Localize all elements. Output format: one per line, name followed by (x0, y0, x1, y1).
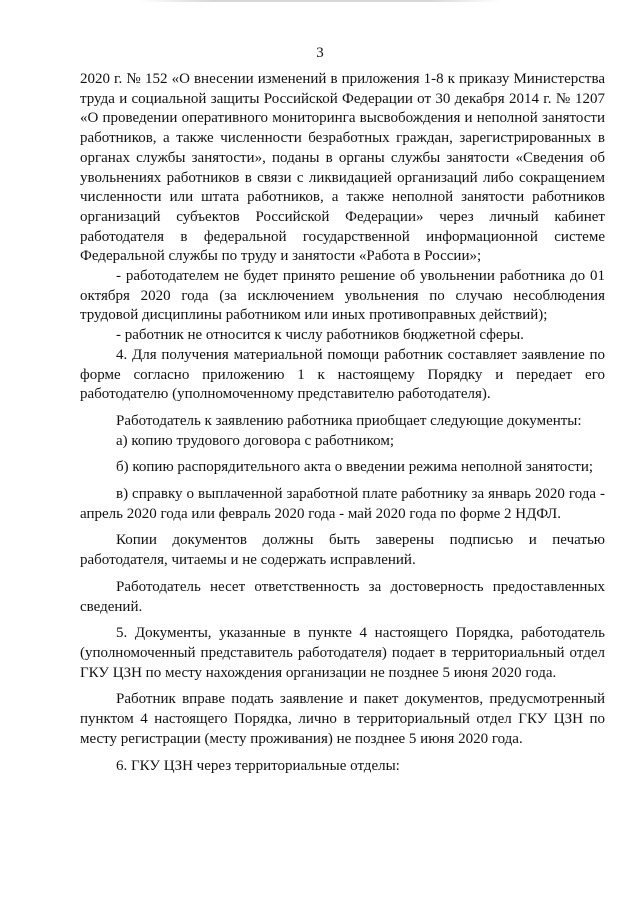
paragraph-continuation: 2020 г. № 152 «О внесении изменений в приложения 1-8 к приказу Министерства труда и социальной защиты Российской Федерации от 30 декабря 2014 г. № 1207 «О проведении оперативного мониторинга высвобождения и неполной занятости работников, а также численности безработных граждан, зарегистрированных в органах службы занятости», поданы в органы службы занятости «Сведения об увольнениях работников в связи с ликвидацией организаций либо сокращением численности или штата работников, а также неполной занятости работников организаций субъектов Российской Федерации» через личный кабинет работодателя в федеральной государственной информационной системе Федеральной службы по труду и занятости «Работа в России»; (80, 71, 605, 265)
paragraph-item-4: 4. Для получения материальной помощи работник составляет заявление по форме согласно приложению 1 к настоящему Порядку и передает его работодателю (уполномоченному представителю работодателя). (80, 346, 605, 403)
page-number: 3 (316, 45, 324, 61)
paragraph-worker-submission: Работник вправе подать заявление и пакет документов, предусмотренный пунктом 4 настоящего Порядка, лично в территориальный отдел ГКУ ЦЗН по месту регистрации (месту проживания) не позднее 5 июня 2020 года. (80, 691, 605, 747)
paragraph-responsibility: Работодатель несет ответственность за достоверность предоставленных сведений. (80, 578, 605, 615)
paragraph-item-5: 5. Документы, указанные в пункте 4 настоящего Порядка, работодатель (уполномоченный представитель работодателя) подает в территориальный отдел ГКУ ЦЗН по месту нахождения организации не позднее 5 июня 2020 года. (80, 625, 605, 681)
list-item-b: б) копию распорядительного акта о введении режима неполной занятости; (116, 459, 594, 476)
paragraph-copies: Копии документов должны быть заверены подписью и печатью работодателя, читаемы и не содержать исправлений. (80, 532, 605, 569)
paragraph-attached-documents: Работодатель к заявлению работника приобщает следующие документы: (116, 412, 582, 429)
list-item-c: в) справку о выплаченной заработной плате работнику за январь 2020 года - апрель 2020 года или февраль 2020 года - май 2020 года по форме 2 НДФЛ. (80, 486, 605, 522)
scan-edge-mark (140, 0, 500, 2)
paragraph-dismissal-condition: - работодателем не будет принято решение об увольнении работника до 01 октября 2020 года (за исключением увольнения по случаю несоблюдения трудовой дисциплины работником или иных противоправных действий); (80, 268, 605, 324)
document-body (80, 70, 605, 776)
paragraph-budget-condition: - работник не относится к числу работников бюджетной сферы. (116, 327, 524, 344)
paragraph-item-6: 6. ГКУ ЦЗН через территориальные отделы: (116, 757, 400, 774)
list-item-a: а) копию трудового договора с работником; (116, 432, 394, 449)
